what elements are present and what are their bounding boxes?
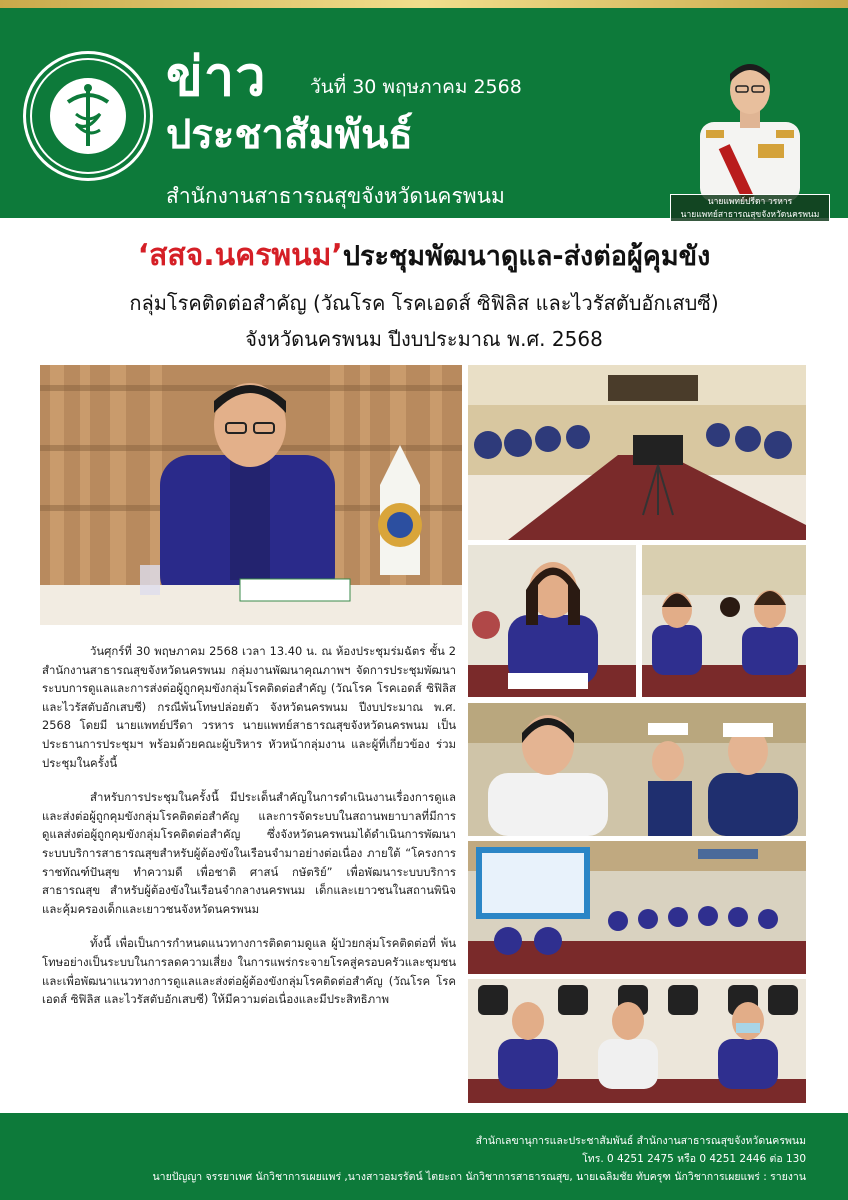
headline-line-2: กลุ่มโรคติดต่อสำคัญ (วัณโรค โรคเอดส์ ซิฟิลิส และไวรัสตับอักเสบซี) — [129, 291, 719, 315]
director-caption — [670, 194, 830, 222]
headline-line-1 — [0, 232, 848, 279]
footer — [0, 1113, 848, 1200]
top-gold-strip — [0, 0, 848, 8]
director-name: นายแพทย์ปรีดา วรหาร — [707, 197, 793, 207]
photo-meeting-room-wide — [468, 365, 806, 540]
headline-line-1-rest: ประชุมพัฒนาดูแล-ส่งต่อผู้คุมขัง — [342, 241, 711, 272]
article-paragraph-2: สำหรับการประชุมในครั้งนี้ มีประเด็นสำคัญในการดำเนินงานเรื่องการดูแลและส่งต่อผู้ถูกคุมขังกลุ่มโรคติดต่อสำคัญ และการจัดระบบในสถานพยาบาลที่มีการดูแลส่งต่อผู้ถูกคุมขังกลุ่มโรคติดต่อสำคัญ ซึ่งจังหวัดนครพนมได้ดำเนินการพัฒนาระบบบริการสาธารณสุขสำหรับผู้ต้องขังในเรือนจำมาอย่างต่อเนื่อง ภายใต้ “โครงการ ราชทัณฑ์ปันสุข ทำความดี เพื่อชาติ ศาสน์ กษัตริย์” เพื่อพัฒนาระบบบริการสาธารณสุข สำหรับผู้ต้องขังในเรือนจำกลางนครพนม เด็กและเยาวชนในสถานพินิจและคุ้มครองเด็กและเยาวชนจังหวัดนครพนม — [42, 790, 456, 916]
photo-participant-woman-1 — [468, 545, 636, 697]
article-paragraph-1: วันศุกร์ที่ 30 พฤษภาคม 2568 เวลา 13.40 น. ณ ห้องประชุมร่มฉัตร ชั้น 2 สำนักงานสาธารณสุขจังหวัดนครพนม กลุ่มงานพัฒนาคุณภาพฯ จัดการประชุมพัฒนาระบบการดูแลและการส่งต่อผู้ถูกคุมขังกลุ่มโรคติดต่อสำคัญ (วัณโรค โรคเอดส์ ซิฟิลิส และไวรัสตับอักเสบซี) กรณีพ้นโทษปล่อยตัว จังหวัดนครพนม ปีงบประมาณ พ.ศ. 2568 โดยมี นายแพทย์ปรีดา วรหาร นายแพทย์สาธารณสุขจังหวัดนครพนม เป็นประธานการประชุมฯ พร้อมด้วยคณะผู้บริหาร หัวหน้ากลุ่มงาน และผู้ที่เกี่ยวข้อง ร่วมประชุมในครั้งนี้ — [42, 644, 456, 770]
moph-logo — [26, 54, 150, 178]
photo-participants-table — [642, 545, 806, 697]
title-public-relations: ประชาสัมพันธ์ — [166, 112, 413, 158]
office-name: สำนักงานสาธารณสุขจังหวัดนครพนม — [166, 184, 505, 208]
title-news: ข่าว — [166, 45, 267, 108]
footer-phone: โทร. 0 4251 2475 หรือ 0 4251 2446 ต่อ 130 — [582, 1153, 806, 1165]
footer-reporters: นายปัญญา จรรยาเพศ นักวิชาการเผยแพร่ ,นางสาวอมรรัตน์ ไตยะถา นักวิชาการสาธารณสุข, นายเฉลิมชัย ทับครุฑ นักวิชาการเผยแพร่ : รายงาน — [152, 1171, 806, 1183]
photo-presentation-screen — [468, 841, 806, 974]
header-banner — [0, 8, 848, 218]
photo-meeting-attendees — [468, 979, 806, 1103]
headline — [0, 232, 848, 355]
director-title: นายแพทย์สาธารณสุขจังหวัดนครพนม — [680, 210, 820, 220]
issue-date: วันที่ 30 พฤษภาคม 2568 — [310, 76, 522, 98]
photo-participants-nurses — [468, 703, 806, 836]
headline-line-3: จังหวัดนครพนม ปีงบประมาณ พ.ศ. 2568 — [245, 327, 603, 351]
footer-department: สำนักเลขานุการและประชาสัมพันธ์ สำนักงานสาธารณสุขจังหวัดนครพนม — [475, 1135, 806, 1147]
photo-chairman-speaking — [40, 365, 462, 625]
director-portrait — [690, 52, 810, 202]
headline-highlight: ‘สสจ.นครพนม’ — [137, 238, 343, 273]
article-body — [42, 642, 456, 1025]
article-paragraph-3: ทั้งนี้ เพื่อเป็นการกำหนดแนวทางการติดตามดูแล ผู้ป่วยกลุ่มโรคติดต่อที่ พ้นโทษอย่างเป็นระบบในการลดความเสี่ยง ในการแพร่กระจายโรคสู่ครอบครัวและชุมชน และเพื่อพัฒนาแนวทางการดูแลและส่งต่อผู้ต้องขังกลุ่มโรคติดต่อสำคัญ (วัณโรค โรคเอดส์ ซิฟิลิส และไวรัสตับอักเสบซี) ให้มีความต่อเนื่องและมีประสิทธิภาพ — [42, 936, 456, 1007]
